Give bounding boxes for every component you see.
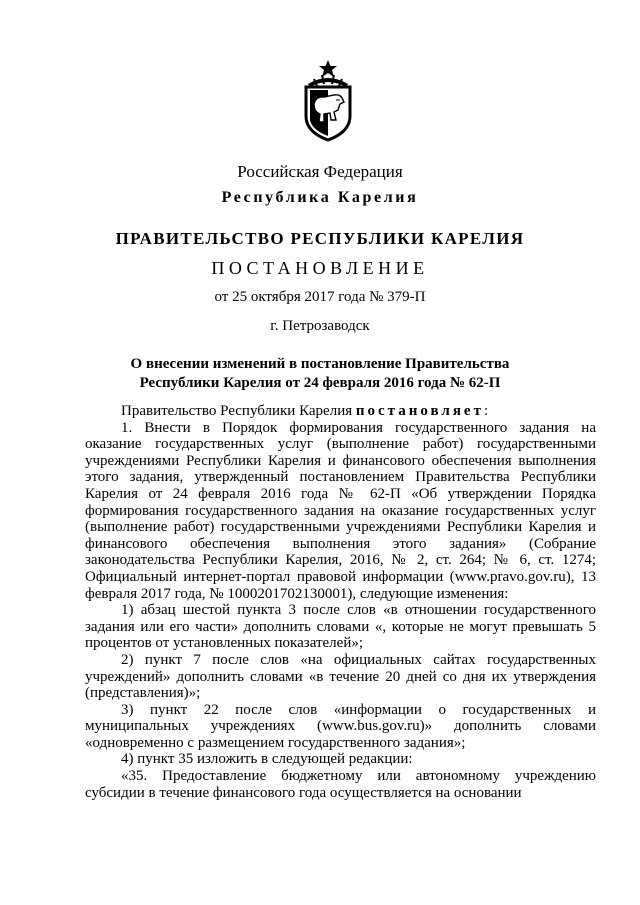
document-body: [85, 403, 596, 801]
karelia-coat-of-arms-icon: [300, 60, 356, 142]
paragraph-2: 1) абзац шестой пункта 3 после слов «в отношении государственного задания или его части» дополнить словами «, которые не могут превышать 5 процентов от установленных показателей»;: [85, 602, 596, 652]
republic-name: Республика Карелия: [221, 189, 419, 206]
document-date-number: от 25 октября 2017 года № 379-П: [214, 289, 426, 305]
intro-colon: :: [483, 403, 489, 419]
intro-text: Правительство Республики Карелия: [121, 403, 356, 419]
government-heading: ПРАВИТЕЛЬСТВО РЕСПУБЛИКИ КАРЕЛИЯ: [115, 229, 525, 248]
decree-verb: постановляет: [355, 403, 484, 419]
document-type: ПОСТАНОВЛЕНИЕ: [211, 258, 429, 278]
document-city: г. Петрозаводск: [270, 318, 370, 334]
country-name: Российская Федерация: [237, 162, 403, 181]
paragraph-5: 4) пункт 35 изложить в следующей редакции:: [121, 751, 413, 768]
paragraph-3: 2) пункт 7 после слов «на официальных сайтах государственных учреждений» дополнить словами «в течение 20 дней со дня их утверждения (представления)»;: [85, 651, 596, 702]
paragraph-1: 1. Внести в Порядок формирования государственного задания на оказание государственных услуг (выполнение работ) государственными учреждениями Республики Карелия и финансового обеспечения выполнения этого задания, утвержденный постановлением Правительства Республики Карелия от 24 февраля 2016 года № 62-П «Об утверждении Порядка формирования государственного задания на оказание государственных услуг (выполнение работ) государственными учреждениями Республики Карелия и финансового обеспечения выполнения этого задания» (Собрание законодательства Республики Карелия, 2016, № 2, ст. 264; № 6, ст. 1274; Официальный интернет-портал правовой информации (www.pravo.gov.ru), 13 февраля 2017 года, № 1000201702130001), следующие изменения:: [85, 419, 596, 602]
title-line: О внесении изменений в постановление Правительства: [130, 356, 510, 372]
title-line: Республики Карелия от 24 февраля 2016 года № 62-П: [139, 375, 501, 391]
document-title: [0, 355, 640, 393]
paragraph-6: «35. Предоставление бюджетному или автономному учреждению субсидии в течение финансового года осуществляется на основании: [85, 768, 596, 801]
paragraph-4: 3) пункт 22 после слов «информации о государственных и муниципальных учреждениях (www.bus.gov.ru)» дополнить словами «одновременно с размещением государственного задания»;: [85, 701, 596, 751]
intro-paragraph: [85, 403, 596, 420]
